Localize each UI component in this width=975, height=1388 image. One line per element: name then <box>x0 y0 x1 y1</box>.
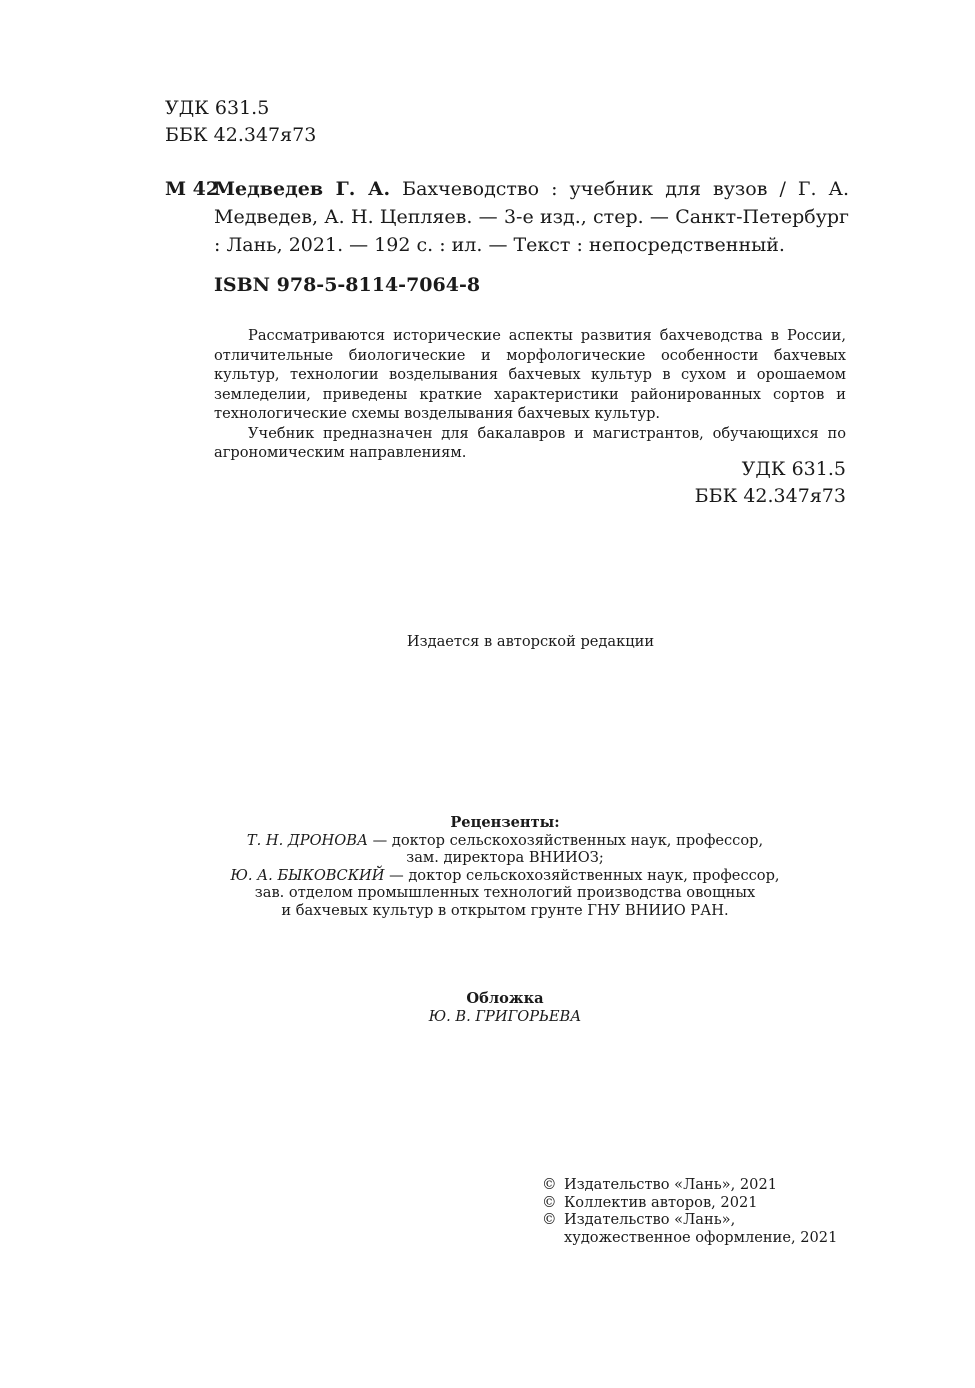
bbk-code: ББК 42.347я73 <box>165 124 317 146</box>
reviewer-entry <box>180 867 830 885</box>
cover-heading: Обложка <box>466 990 544 1007</box>
author-name: Медведев Г. А. <box>214 178 391 200</box>
reviewers-heading: Рецензенты: <box>450 814 560 831</box>
annotation-paragraph: Учебник предназначен для бакалавров и магистрантов, обучающихся по агрономическим направлениям. <box>214 424 846 461</box>
edition-note: Издается в авторской редакции <box>406 633 655 650</box>
copyright-text: Издательство «Лань», <box>564 1211 736 1228</box>
copyright-icon: © <box>542 1211 557 1228</box>
reviewer-name: Т. Н. ДРОНОВА <box>246 831 369 849</box>
annotation-paragraph: Рассматриваются исторические аспекты развития бахчеводства в России, отличительные биологические и морфологические особенности бахчевых культур, технологии возделывания бахчевых культур в сухом и орошаемом земледелии, приведены краткие характеристики районированных сортов и технологические схемы возделывания бахчевых культур. <box>214 327 846 422</box>
reviewer-entry <box>180 832 830 850</box>
udk-code: УДК 631.5 <box>165 97 270 119</box>
copyright-text: Коллектив авторов, 2021 <box>564 1193 758 1211</box>
copyright-line <box>542 1194 837 1212</box>
bibliographic-record <box>165 175 849 259</box>
reviewers-block <box>180 814 830 919</box>
cover-designer: Ю. В. ГРИГОРЬЕВА <box>428 1007 582 1025</box>
copyright-text: Издательство «Лань», 2021 <box>564 1176 778 1193</box>
annotation <box>214 326 846 463</box>
reviewer-position: зав. отделом промышленных технологий производства овощных <box>254 884 756 901</box>
classification-index-bottom <box>695 456 846 510</box>
reviewer-position: и бахчевых культур в открытом грунте ГНУ ВНИИО РАН. <box>281 901 729 919</box>
copyright-line <box>542 1211 837 1229</box>
bibliographic-description <box>214 175 849 259</box>
isbn: ISBN 978-5-8114-7064-8 <box>214 274 481 296</box>
copyright-text-continued: художественное оформление, 2021 <box>564 1228 838 1246</box>
bibliographic-text: Бахчеводство : учебник для вузов / Г. А. Медведев, А. Н. Цепляев. — 3-е изд., стер. — Санкт-Петербург : Лань, 2021. — 192 с. : ил. — Текст : непосредственный. <box>214 178 849 256</box>
copyright-icon: © <box>542 1176 557 1193</box>
author-mark: М 42 <box>165 178 220 200</box>
copyright-icon: © <box>542 1193 557 1211</box>
cover-credit <box>180 990 830 1025</box>
reviewer-credentials: — доктор сельскохозяйственных наук, профессор, <box>368 831 764 849</box>
copyright-block <box>542 1176 837 1246</box>
bbk-code: ББК 42.347я73 <box>694 485 846 507</box>
udk-code: УДК 631.5 <box>741 458 846 480</box>
reviewer-position: зам. директора ВНИИОЗ; <box>406 849 604 866</box>
copyright-line <box>542 1176 837 1194</box>
reviewer-name: Ю. А. БЫКОВСКИЙ <box>230 866 385 884</box>
classification-index-top <box>165 95 316 149</box>
reviewer-credentials: — доктор сельскохозяйственных наук, профессор, <box>384 866 780 884</box>
